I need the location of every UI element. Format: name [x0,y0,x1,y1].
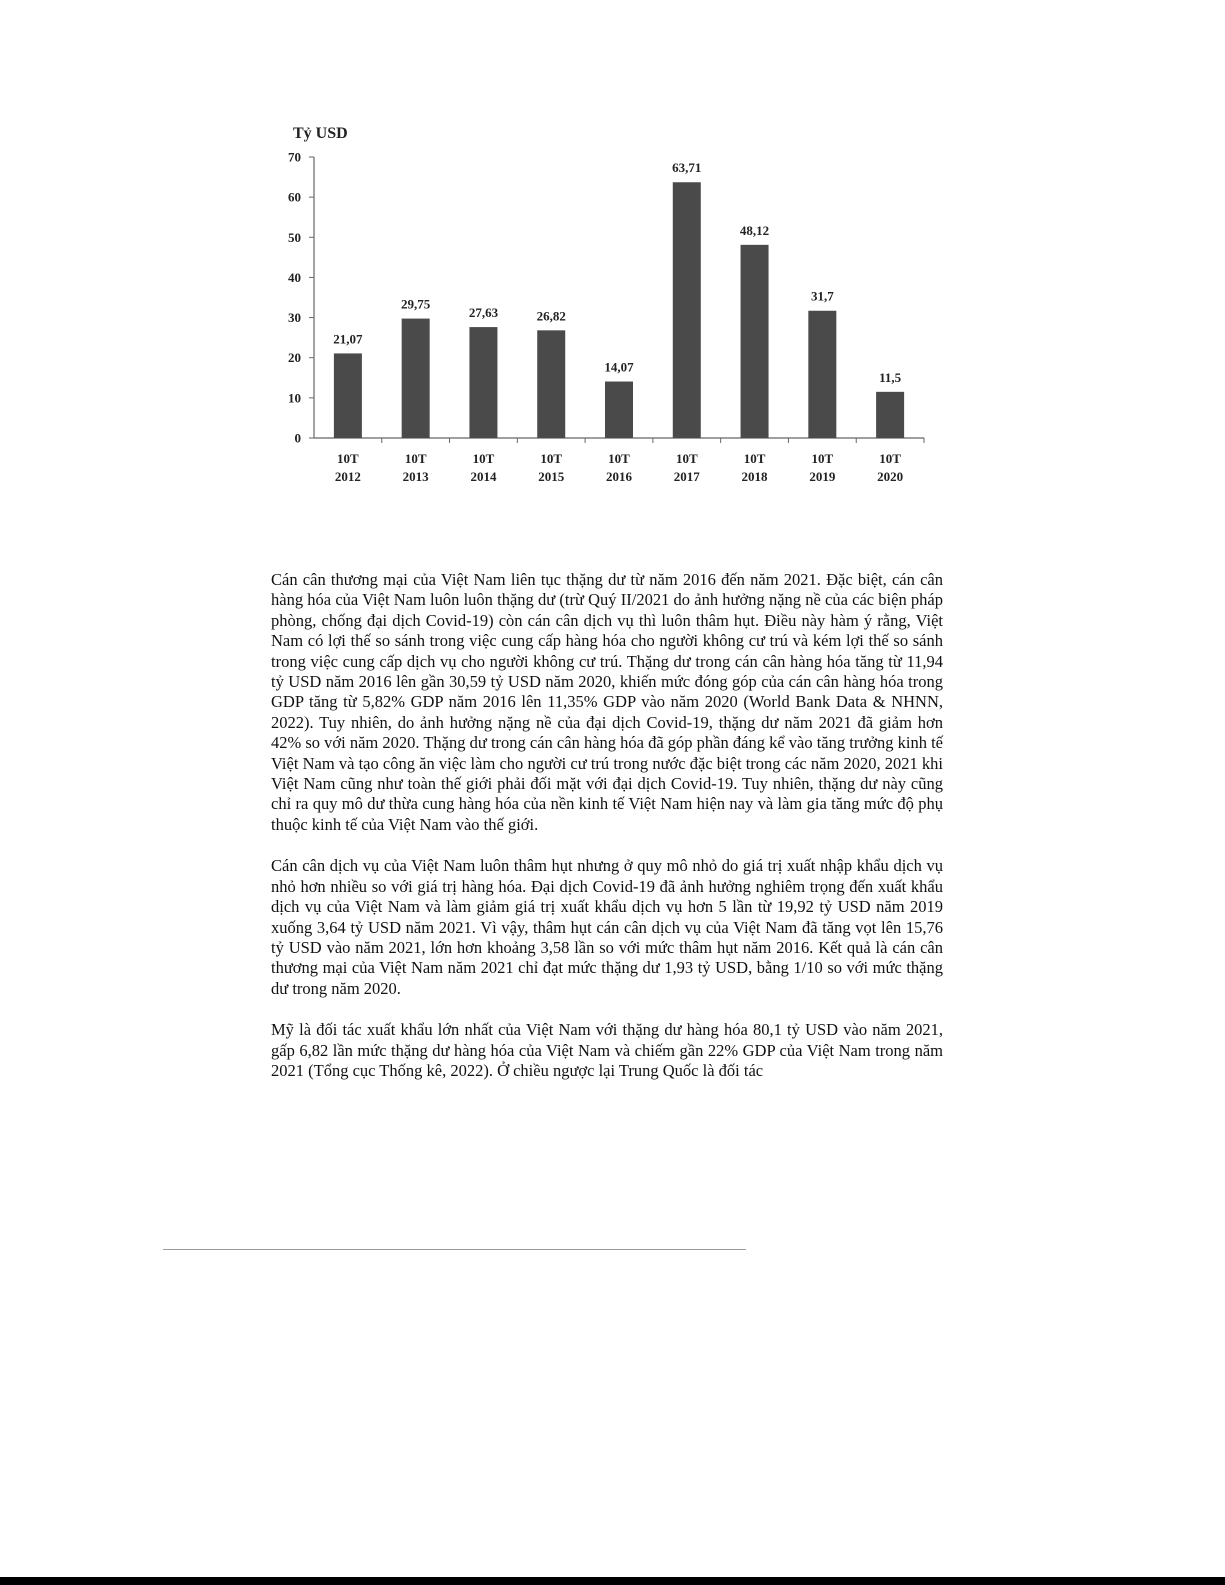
bar [537,330,565,438]
y-tick-label: 50 [288,229,301,245]
x-category-label-line2: 2018 [741,469,768,484]
x-category-label-line1: 10T [811,451,834,466]
x-category-label-line1: 10T [540,451,563,466]
bar [876,392,904,438]
y-tick-label: 30 [288,310,301,326]
article-body [271,570,943,1081]
bar [334,353,362,438]
bar [741,245,769,438]
x-category-label-line1: 10T [608,451,630,466]
paragraph-trade-balance: Cán cân thương mại của Việt Nam liên tục thặng dư từ năm 2016 đến năm 2021. Đặc biệt, cán cân hàng hóa của Việt Nam luôn luôn thặng dư (trừ Quý II/2021 do ảnh hưởng nặng nề của các biện pháp phòng, chống đại dịch Covid-19) còn cán cân dịch vụ thì luôn thâm hụt. Điều này hàm ý rằng, Việt Nam có lợi thế so sánh trong việc cung cấp hàng hóa cho người không cư trú và kém lợi thế so sánh trong việc cung cấp dịch vụ cho người không cư trú. Thặng dư trong cán cân hàng hóa tăng từ 11,94 tỷ USD năm 2016 lên gần 30,59 tỷ USD năm 2020, khiến mức đóng góp của cán cân hàng hóa trong GDP tăng từ 5,82% GDP năm 2016 lên 11,35% GDP vào năm 2020 (World Bank Data & NHNN, 2022). Tuy nhiên, do ảnh hưởng nặng nề của đại dịch Covid-19, thặng dư năm 2021 đã giảm hơn 42% so với năm 2020. Thặng dư trong cán cân hàng hóa đã góp phần đáng kể vào tăng trưởng kinh tế Việt Nam và tạo công ăn việc làm cho người cư trú trong nước đặc biệt trong các năm 2020, 2021 khi Việt Nam cũng như toàn thế giới phải đối mặt với đại dịch Covid-19. Tuy nhiên, thặng dư này cũng chỉ ra quy mô dư thừa cung hàng hóa của nền kinh tế Việt Nam hiện nay và làm gia tăng mức độ phụ thuộc kinh tế của Việt Nam vào thế giới. [271,570,943,834]
bar-value-label: 14,07 [604,359,634,375]
footnote-divider [163,1249,746,1250]
y-axis-title: Tỷ USD [293,125,348,142]
bar [469,327,497,438]
x-category-label-line2: 2020 [877,469,904,484]
y-tick-label: 70 [288,149,301,165]
bar-chart [270,115,940,495]
x-category-label-line1: 10T [337,451,359,466]
x-category-label-line2: 2012 [334,469,361,484]
bar-value-label: 11,5 [879,369,902,385]
bar-value-label: 63,71 [672,160,702,176]
paragraph-services-balance: Cán cân dịch vụ của Việt Nam luôn thâm hụt nhưng ở quy mô nhỏ do giá trị xuất nhập khẩu dịch vụ nhỏ hơn nhiều so với giá trị hàng hóa. Đại dịch Covid-19 đã ảnh hưởng nghiêm trọng đến xuất khẩu dịch vụ của Việt Nam và làm giảm giá trị xuất khẩu dịch vụ hơn 5 lần từ 19,92 tỷ USD năm 2019 xuống 3,64 tỷ USD năm 2021. Vì vậy, thâm hụt cán cân dịch vụ của Việt Nam đã tăng vọt lên 15,76 tỷ USD vào năm 2021, lớn hơn khoảng 3,58 lần so với mức thâm hụt năm 2016. Kết quả là cán cân thương mại của Việt Nam năm 2021 chỉ đạt mức thặng dư 1,93 tỷ USD, bằng 1/10 so với mức thặng dư trong năm 2020. [271,856,943,998]
bar-value-label: 48,12 [739,222,770,238]
bar-value-label: 21,07 [333,331,363,347]
y-tick-label: 10 [288,390,301,406]
x-category-label-line2: 2013 [402,469,429,484]
x-category-label-line2: 2019 [809,469,836,484]
x-category-label-line1: 10T [472,451,495,466]
bar [808,311,836,438]
bar [605,382,633,438]
y-tick-label: 40 [288,269,301,285]
bar-value-label: 27,63 [468,305,499,321]
x-category-label-line2: 2016 [606,469,632,484]
y-tick-label: 0 [294,430,301,446]
bar-value-label: 31,7 [810,288,834,304]
x-category-label-line1: 10T [404,451,427,466]
x-category-label-line2: 2017 [673,469,700,484]
x-category-label-line1: 10T [675,451,698,466]
y-tick-label: 60 [288,189,301,205]
bar-value-label: 26,82 [536,308,566,324]
x-category-label-line2: 2014 [470,469,497,484]
bar-value-label: 29,75 [401,296,431,312]
y-tick-label: 20 [288,350,301,366]
bar [402,319,430,438]
page-bottom-border [0,1577,1225,1585]
x-category-label-line2: 2015 [538,469,565,484]
bar [673,182,701,438]
x-category-label-line1: 10T [743,451,766,466]
paragraph-export-partners: Mỹ là đối tác xuất khẩu lớn nhất của Việt Nam với thặng dư hàng hóa 80,1 tỷ USD vào năm 2021, gấp 6,82 lần mức thặng dư hàng hóa của Việt Nam và chiếm gần 22% GDP của Việt Nam trong năm 2021 (Tổng cục Thống kê, 2022). Ở chiều ngược lại Trung Quốc là đối tác [271,1020,943,1080]
x-category-label-line1: 10T [879,451,901,466]
